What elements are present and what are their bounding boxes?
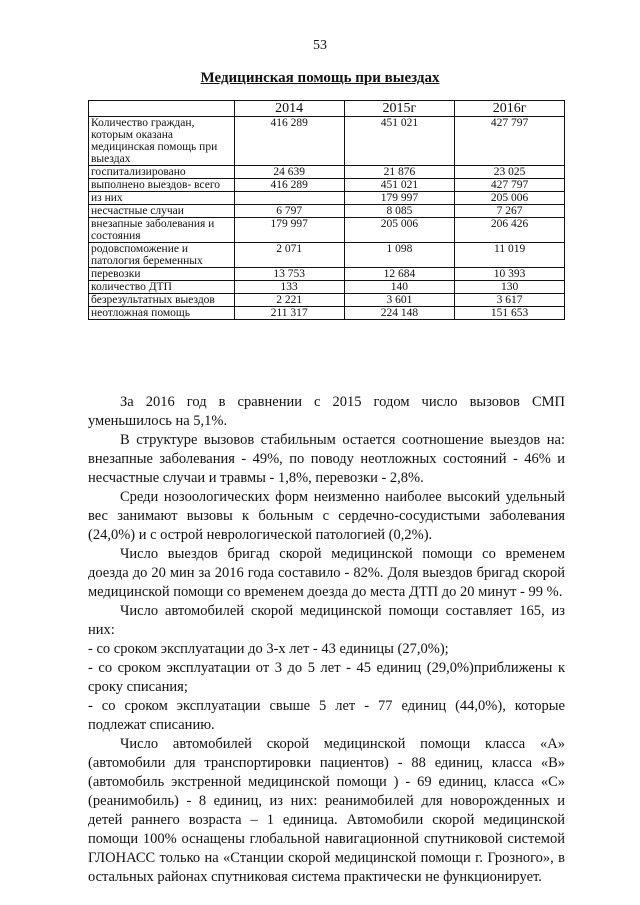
table-row [89, 205, 565, 218]
value-cell: 8 085 [344, 205, 455, 218]
table-row [89, 192, 565, 205]
value-cell: 12 684 [344, 268, 455, 281]
value-cell: 10 393 [455, 268, 565, 281]
paragraph: Число автомобилей скорой медицинской помощи составляет 165, из них: [88, 603, 565, 638]
value-cell: 211 317 [234, 307, 344, 320]
paragraph: В структуре вызовов стабильным остается соотношение выездов на: внезапные заболевания - 49%, по поводу неотложных состояний - 46% и несчастные случаи и травмы - 1,8%, перевозки - 2,8%. [88, 432, 565, 486]
value-cell: 416 289 [234, 117, 344, 166]
value-cell: 416 289 [234, 179, 344, 192]
value-cell: 179 997 [344, 192, 455, 205]
row-label-cell: выполнено выездов- всего [89, 179, 235, 192]
row-label-cell: перевозки [89, 268, 235, 281]
page-number: 53 [313, 38, 327, 53]
section-title: Медицинская помощь при выездах [200, 70, 440, 86]
paragraph: - со сроком эксплуатации от 3 до 5 лет - 45 единиц (29,0%)приближены к сроку списания; [88, 660, 565, 695]
paragraph: Число выездов бригад скорой медицинской помощи со временем доезда до 20 мин за 2016 года составило - 82%. Доля выездов бригад скорой медицинской помощи со временем доезда до места ДТП до 20 минут - 99 %. [88, 546, 565, 600]
value-cell: 130 [455, 281, 565, 294]
paragraph: Число автомобилей скорой медицинской помощи класса «А» (автомобили для транспортировки пациентов) - 88 единиц, класса «В» (автомобиль экстренной медицинской помощи ) - 69 единиц, класса «С» (реанимобиль) - 8 единиц, из них: реанимобилей для новорожденных и детей раннего возраста – 1 единица. Автомобили скорой медицинской помощи 100% оснащены глобальной навигационной спутниковой системой ГЛОНАСС только на «Станции скорой медицинской помощи г. Грозного», в остальных районах спутниковая система практически не функционирует. [88, 736, 565, 885]
table-row [89, 179, 565, 192]
row-label-cell: госпитализировано [89, 166, 235, 179]
row-label-cell: из них [89, 192, 235, 205]
row-label-cell: Количество граждан, которым оказана медицинская помощь при выездах [89, 117, 235, 166]
row-label-cell: несчастные случаи [89, 205, 235, 218]
table-row [89, 268, 565, 281]
table-header-row [89, 101, 565, 117]
paragraph: - со сроком эксплуатации до 3-х лет - 43 единицы (27,0%); [88, 641, 449, 657]
value-cell: 6 797 [234, 205, 344, 218]
value-cell: 2 071 [234, 243, 344, 268]
paragraph: Среди нозоологических форм неизменно наиболее высокий удельный вес занимают вызовы к больным с сердечно-сосудистыми заболевания (24,0%) и с острой неврологической патологией (0,2%). [88, 489, 565, 543]
value-cell: 451 021 [344, 117, 455, 166]
value-cell: 206 426 [455, 218, 565, 243]
value-cell: 11 019 [455, 243, 565, 268]
value-cell: 140 [344, 281, 455, 294]
row-label-cell: родовспоможение и патология беременных [89, 243, 235, 268]
table-row [89, 166, 565, 179]
value-cell: 133 [234, 281, 344, 294]
table-header-cell: 2015г [344, 101, 455, 117]
value-cell: 2 221 [234, 294, 344, 307]
table-header-cell: 2014 [234, 101, 344, 117]
value-cell: 205 006 [344, 218, 455, 243]
row-label-cell: безрезультатных выездов [89, 294, 235, 307]
paragraph: За 2016 год в сравнении с 2015 годом число вызовов СМП уменьшилось на 5,1%. [88, 394, 565, 429]
row-label-cell: неотложная помощь [89, 307, 235, 320]
table-row [89, 117, 565, 166]
body-text [88, 393, 565, 887]
table-header-cell: 2016г [455, 101, 565, 117]
table-row [89, 218, 565, 243]
value-cell: 21 876 [344, 166, 455, 179]
value-cell: 427 797 [455, 117, 565, 166]
table-row [89, 243, 565, 268]
value-cell: 427 797 [455, 179, 565, 192]
value-cell: 24 639 [234, 166, 344, 179]
value-cell: 205 006 [455, 192, 565, 205]
value-cell: 151 653 [455, 307, 565, 320]
value-cell [234, 192, 344, 205]
value-cell: 23 025 [455, 166, 565, 179]
value-cell: 179 997 [234, 218, 344, 243]
row-label-cell: внезапные заболевания и состояния [89, 218, 235, 243]
value-cell: 451 021 [344, 179, 455, 192]
table-row [89, 307, 565, 320]
table-row [89, 281, 565, 294]
table-row [89, 294, 565, 307]
value-cell: 224 148 [344, 307, 455, 320]
value-cell: 3 601 [344, 294, 455, 307]
value-cell: 7 267 [455, 205, 565, 218]
statistics-table [88, 100, 565, 320]
value-cell: 3 617 [455, 294, 565, 307]
row-label-cell: количество ДТП [89, 281, 235, 294]
table-header-cell [89, 101, 235, 117]
value-cell: 1 098 [344, 243, 455, 268]
paragraph: - со сроком эксплуатации свыше 5 лет - 77 единиц (44,0%), которые подлежат списанию. [88, 698, 565, 733]
value-cell: 13 753 [234, 268, 344, 281]
